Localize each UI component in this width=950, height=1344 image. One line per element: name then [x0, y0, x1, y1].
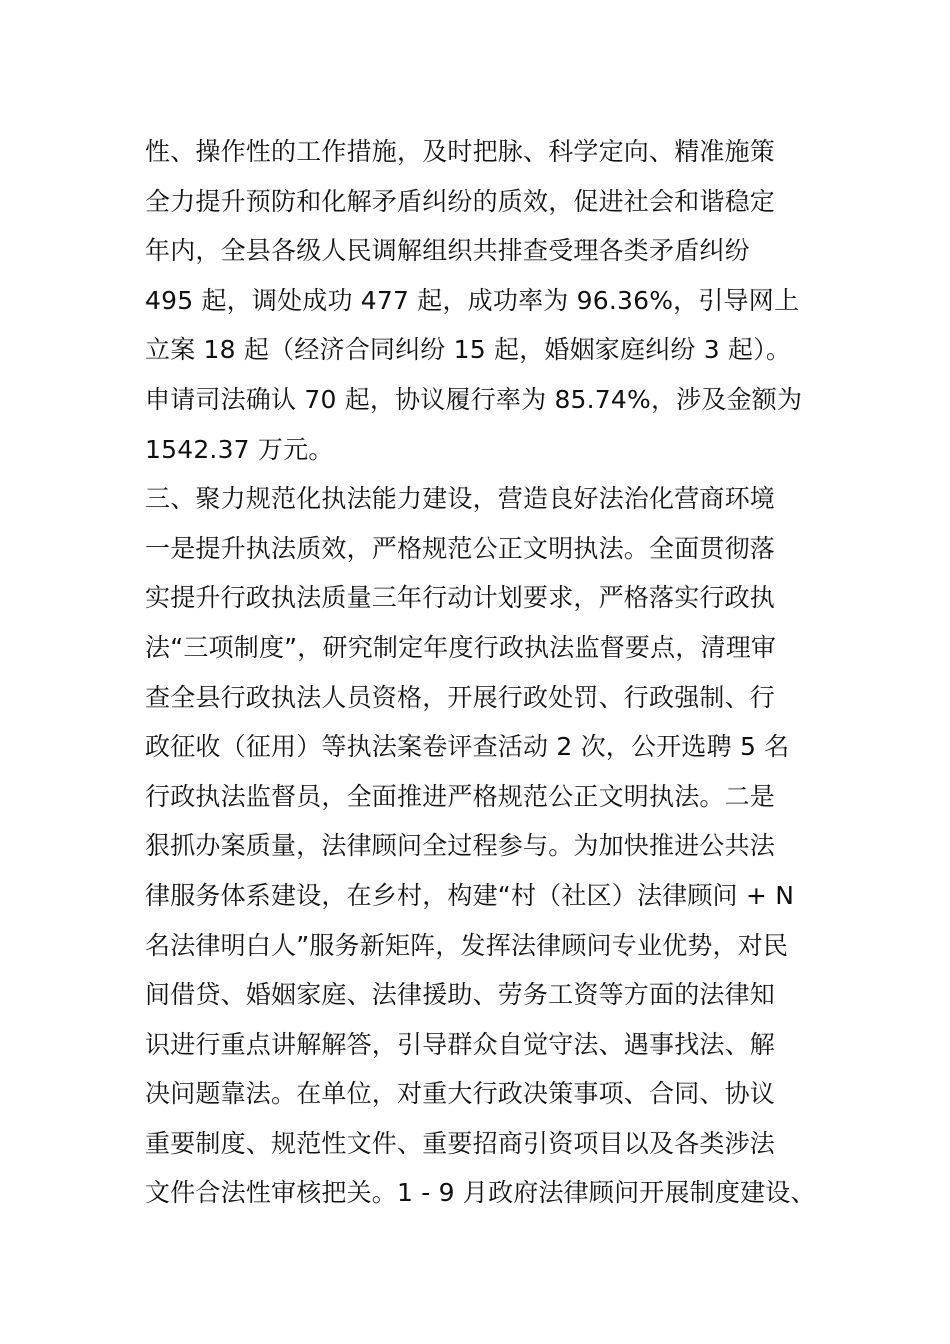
text-line-10: 实提升行政执法质量三年行动计划要求，严格落实行政执: [145, 583, 776, 613]
text-line-21: 重要制度、规范性文件、重要招商引资项目以及各类涉法: [145, 1128, 776, 1158]
text-line-3: 年内，全县各级人民调解组织共排查受理各类矛盾纠纷: [145, 236, 750, 266]
text-line-18: 间借贷、婚姻家庭、法律援助、劳务工资等方面的法律知: [145, 980, 776, 1010]
text-line-7: 1542.37 万元。: [145, 434, 334, 464]
body-text: [145, 127, 825, 1218]
text-line-15: 狠抓办案质量，法律顾问全过程参与。为加快推进公共法: [145, 831, 776, 861]
text-line-14: 行政执法监督员，全面推进严格规范公正文明执法。二是: [145, 781, 776, 811]
text-line-12: 查全县行政执法人员资格，开展行政处罚、行政强制、行: [145, 682, 776, 712]
text-line-4: 495 起，调处成功 477 起，成功率为 96.36%，引导网上: [145, 285, 800, 315]
text-line-9: 一是提升执法质效，严格规范公正文明执法。全面贯彻落: [145, 533, 776, 563]
text-line-11: 法“三项制度”，研究制定年度行政执法监督要点，清理审: [145, 632, 777, 662]
text-line-17: 名法律明白人”服务新矩阵，发挥法律顾问专业优势，对民: [145, 930, 789, 960]
text-line-1: 性、操作性的工作措施，及时把脉、科学定向、精准施策: [145, 137, 776, 166]
text-line-6: 申请司法确认 70 起，协议履行率为 85.74%，涉及金额为: [145, 384, 803, 414]
text-line-19: 识进行重点讲解解答，引导群众自觉守法、遇事找法、解: [145, 1029, 776, 1059]
text-line-20: 决问题靠法。在单位，对重大行政决策事项、合同、协议: [145, 1079, 776, 1109]
text-line-5: 立案 18 起（经济合同纠纷 15 起，婚姻家庭纠纷 3 起）。: [145, 335, 792, 365]
text-line-2: 全力提升预防和化解矛盾纠纷的质效，促进社会和谐稳定: [145, 186, 776, 216]
text-line-16: 律服务体系建设，在乡村，构建“村（社区）法律顾问 + N: [145, 880, 795, 910]
text-line-13: 政征收（征用）等执法案卷评查活动 2 次，公开选聘 5 名: [145, 732, 790, 762]
section-heading-3: 三、聚力规范化执法能力建设，营造良好法治化营商环境: [145, 484, 776, 514]
text-line-22: 文件合法性审核把关。1 - 9 月政府法律顾问开展制度建设、: [145, 1178, 816, 1208]
